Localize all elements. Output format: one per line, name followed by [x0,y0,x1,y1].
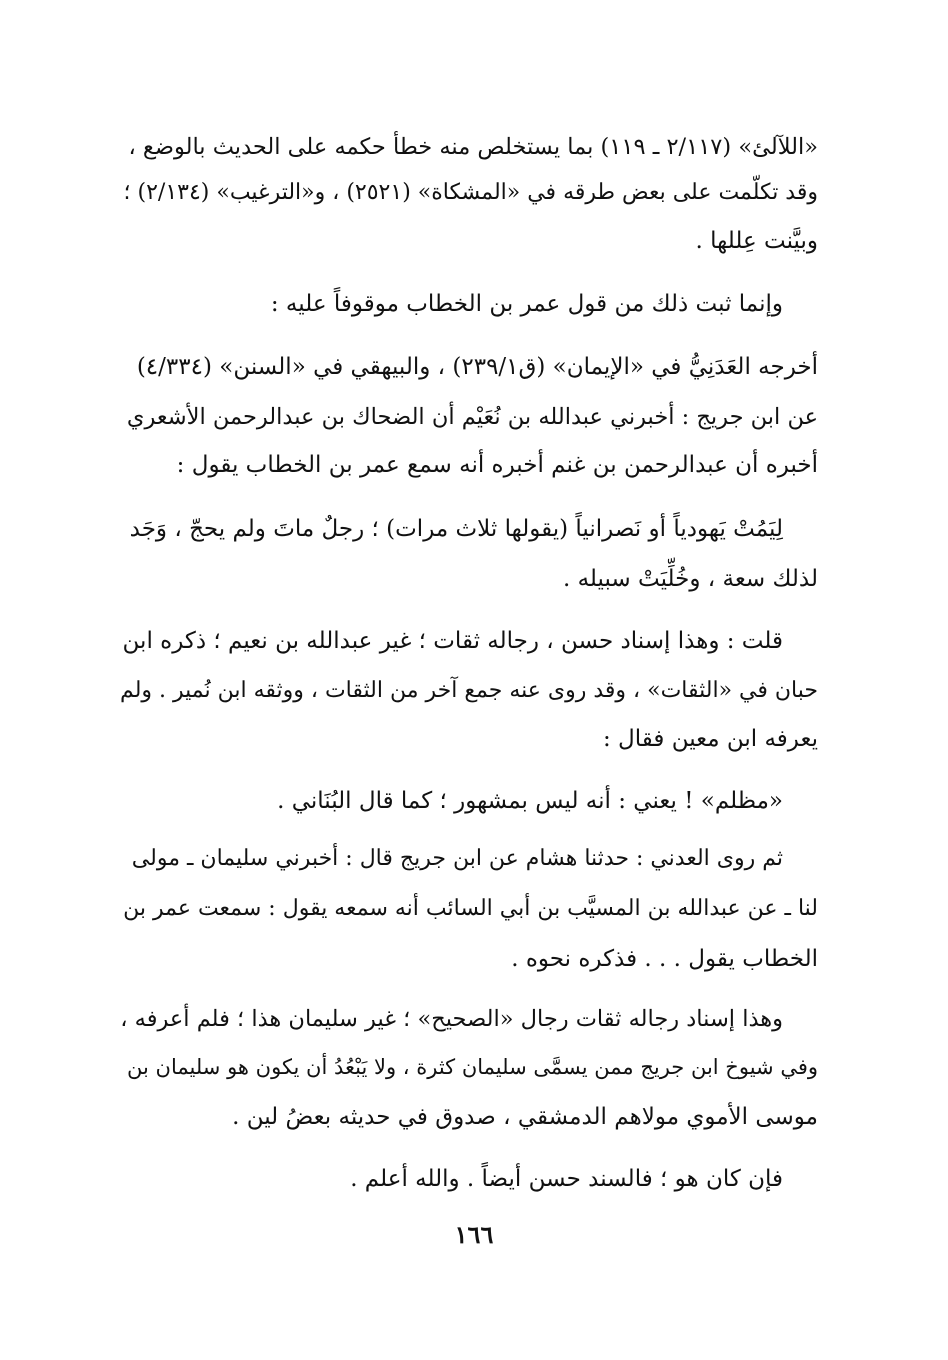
text-line-14: ثم روى العدني : حدثنا هشام عن ابن جريج قال : أخبرني سليمان ـ مولى [131,846,783,871]
text-line-1: «اللآلئ» (٢/١١٧ ـ ١١٩) بما يستخلص منه خطأ حكمه على الحديث بالوضع ، [128,134,818,160]
text-line-3: وبيَّنت عِللها . [695,228,818,254]
text-line-12: يعرفه ابن معين فقال : [602,726,818,752]
text-line-16: الخطاب يقول . . . فذكره نحوه . [511,946,818,972]
text-line-8: لِيَمُتْ يَهودياً أو نَصرانياً (يقولها ثلاث مرات) ؛ رجلٌ ماتَ ولم يحجّ ، وَجَد [129,516,783,542]
text-line-2: وقد تكلّمت على بعض طرقه في «المشكاة» (٢٥٢١) ، و«الترغيب» (٢/١٣٤) ؛ [123,180,818,205]
text-line-10: قلت : وهذا إسناد حسن ، رجاله ثقات ؛ غير عبدالله بن نعيم ؛ ذكره ابن [122,628,783,654]
text-line-17: وهذا إسناد رجاله ثقات رجال «الصحيح» ؛ غير سليمان هذا ؛ فلم أعرفه ، [120,1006,783,1032]
text-line-13: «مظلم» ! يعني : أنه ليس بمشهور ؛ كما قال البُنَاني . [277,788,783,814]
text-line-6: عن ابن جريج : أخبرني عبدالله بن نُعَيْم أن الضحاك بن عبدالرحمن الأشعري [126,404,818,430]
text-line-4: وإنما ثبت ذلك من قول عمر بن الخطاب موقوفاً عليه : [270,291,783,317]
text-line-11: حبان في «الثقات» ، وقد روى عنه جمع آخر من الثقات ، ووثقه ابن نُمير . ولم [120,678,818,703]
page-number: ١٦٦ [454,1220,494,1249]
text-line-19: موسى الأموي مولاهم الدمشقي ، صدوق في حديثه بعضُ لين . [232,1104,818,1130]
text-line-18: وفي شيوخ ابن جريج ممن يسمَّى سليمان كثرة ، ولا يَبْعُدُ أن يكون هو سليمان بن [127,1055,818,1079]
text-line-7: أخبره أن عبدالرحمن بن غنم أخبره أنه سمع عمر بن الخطاب يقول : [176,452,818,478]
text-line-5: أخرجه العَدَنِيُّ في «الإيمان» (ق٢٣٩/١) ، والبيهقي في «السنن» (٤/٣٣٤) [136,354,818,380]
text-line-15: لنا ـ عن عبدالله بن المسيَّب بن أبي السائب أنه سمعه يقول : سمعت عمر بن [123,896,818,921]
text-line-20: فإن كان هو ؛ فالسند حسن أيضاً . والله أعلم . [350,1166,783,1192]
text-line-9: لذلك سعة ، وخُلِّيَتْ سبيله . [562,566,818,592]
